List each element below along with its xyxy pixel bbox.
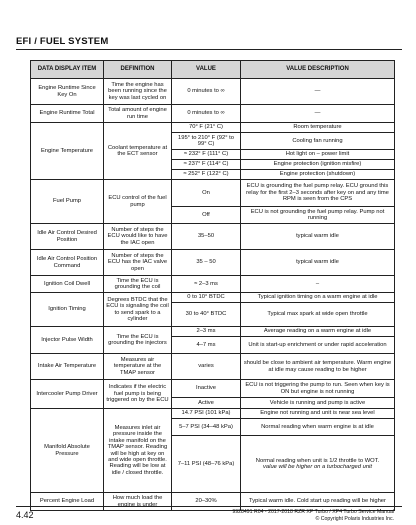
description-cell: ECU is grounding the fuel pump relay. ECU ground this relay for the first 2–3 seconds after key on and any time RPM is seen from the CPS: [241, 180, 395, 207]
description-cell: Engine protection (shutdown): [241, 170, 395, 180]
description-cell: Average reading on a warm engine at idle: [241, 327, 395, 337]
table-row: [31, 327, 395, 337]
definition-cell: Time the ECU is grounding the coil: [104, 276, 172, 293]
value-cell: 7–11 PSI (48–76 kPa): [172, 436, 241, 493]
description-cell: typical warm idle: [241, 224, 395, 250]
item-cell: Fuel Pump: [31, 180, 104, 224]
definition-cell: How much load the engine is under: [104, 493, 172, 511]
value-cell: 2–3 ms: [172, 327, 241, 337]
value-cell: ≈ 237° F (114° C): [172, 160, 241, 170]
description-cell: Vehicle is running and pump is active: [241, 398, 395, 409]
description-note: value will be higher on a turbocharged unit: [263, 464, 372, 470]
value-cell: Inactive: [172, 380, 241, 398]
value-cell: 30 to 40° BTDC: [172, 303, 241, 327]
diagnostic-data-table: [30, 60, 395, 511]
item-cell: Ignition Coil Dwell: [31, 276, 104, 293]
item-cell: Engine Temperature: [31, 123, 104, 180]
footer-divider: [16, 506, 402, 507]
col-header-definition: DEFINITION: [104, 61, 172, 79]
description-cell: should be close to ambient air temperature. Warm engine at idle may cause reading to be higher: [241, 354, 395, 380]
table-row: [31, 224, 395, 250]
item-cell: Engine Runtime Since Key On: [31, 79, 104, 105]
description-cell: ECU is not grounding the fuel pump relay. Pump not running: [241, 207, 395, 224]
description-cell: Cooling fan running: [241, 133, 395, 150]
item-cell: Engine Runtime Total: [31, 105, 104, 123]
value-cell: 4–7 ms: [172, 337, 241, 354]
definition-cell: Indicates if the electric fuel pump is being triggered on by the ECU: [104, 380, 172, 409]
header-divider: [16, 49, 402, 50]
item-cell: Percent Engine Load: [31, 493, 104, 511]
value-cell: 0 minutes to ∞: [172, 79, 241, 105]
value-cell: 35 – 50: [172, 250, 241, 276]
section-title: EFI / FUEL SYSTEM: [16, 36, 109, 47]
definition-cell: Number of steps the ECU would like to have the IAC open: [104, 224, 172, 250]
table-row: [31, 354, 395, 380]
table-row: [31, 380, 395, 398]
description-cell: Engine not running and unit is near sea level: [241, 409, 395, 419]
definition-cell: Coolant temperature at the ECT sensor: [104, 123, 172, 180]
item-cell: Ignition Timing: [31, 293, 104, 327]
item-cell: Intercooler Pump Driver: [31, 380, 104, 409]
value-cell: 0 minutes to ∞: [172, 105, 241, 123]
value-cell: 14.7 PSI (101 kPa): [172, 409, 241, 419]
definition-cell: ECU control of the fuel pump: [104, 180, 172, 224]
description-cell: —: [241, 105, 395, 123]
table-row: [31, 493, 395, 511]
table-header-row: [31, 61, 395, 79]
description-cell: Engine protection (ignition misfire): [241, 160, 395, 170]
item-cell: Idle Air Control Position Command: [31, 250, 104, 276]
description-cell: typical warm idle: [241, 250, 395, 276]
description-cell: Typical max spark at wide open throttle: [241, 303, 395, 327]
item-cell: Manifold Absolute Pressure: [31, 409, 104, 493]
table-row: [31, 276, 395, 293]
definition-cell: Time the engine has been running since the key was last cycled on: [104, 79, 172, 105]
manual-title: 9928491 R04 - 2017-2018 RZR XP Turbo / XP4 Turbo Service Manual: [232, 509, 394, 515]
value-cell: 35–50: [172, 224, 241, 250]
definition-cell: Time the ECU is grounding the injectors: [104, 327, 172, 354]
description-cell: Unit is start-up enrichment or under rapid acceleration: [241, 337, 395, 354]
table-row: [31, 293, 395, 303]
value-cell: Active: [172, 398, 241, 409]
item-cell: Idle Air Control Desired Position: [31, 224, 104, 250]
value-cell: 20–30%: [172, 493, 241, 511]
description-cell: Hot light on – power limit: [241, 150, 395, 160]
value-cell: 195° to 210° F (92° to 99° C): [172, 133, 241, 150]
description-cell: Typical warm idle. Cold start up reading will be higher: [241, 493, 395, 511]
copyright-notice: © Copyright Polaris Industries Inc.: [315, 515, 394, 522]
footer-credits: [114, 509, 394, 522]
value-cell: Off: [172, 207, 241, 224]
description-cell: [241, 436, 395, 493]
col-header-item: DATA DISPLAY ITEM: [31, 61, 104, 79]
description-cell: Room temperature: [241, 123, 395, 133]
table-row: [31, 409, 395, 419]
table-row: [31, 250, 395, 276]
description-text: Normal reading when unit is 1/2 throttle to WOT.: [255, 457, 380, 464]
value-cell: ≈ 232° F (111° C): [172, 150, 241, 160]
description-cell: ECU is not triggering the pump to run. Seen when key is ON but engine is not running: [241, 380, 395, 398]
description-cell: –: [241, 276, 395, 293]
value-cell: 0 to 10° BTDC: [172, 293, 241, 303]
definition-cell: Total amount of engine run time: [104, 105, 172, 123]
col-header-value: VALUE: [172, 61, 241, 79]
table-row: [31, 79, 395, 105]
col-header-description: VALUE DESCRIPTION: [241, 61, 395, 79]
definition-cell: Degrees BTDC that the ECU is signaling the coil to send spark to a cylinder: [104, 293, 172, 327]
item-cell: Intake Air Temperature: [31, 354, 104, 380]
definition-cell: Measures air temperature at the TMAP sensor: [104, 354, 172, 380]
description-cell: —: [241, 79, 395, 105]
value-cell: 70° F (21° C): [172, 123, 241, 133]
page-number: 4.42: [16, 510, 34, 520]
value-cell: ≈ 2–3 ms: [172, 276, 241, 293]
value-cell: 5–7 PSI (34–48 kPa): [172, 419, 241, 436]
table-row: [31, 105, 395, 123]
definition-cell: Number of steps the ECU has the IAC valve open: [104, 250, 172, 276]
table-row: [31, 123, 395, 133]
value-cell: varies: [172, 354, 241, 380]
description-cell: Typical ignition timing on a warm engine at idle: [241, 293, 395, 303]
value-cell: On: [172, 180, 241, 207]
definition-cell: Measures inlet air pressure inside the intake manifold on the TMAP sensor. Reading will be high at key on and wide open throttle. Reading will be low at idle / closed throttle.: [104, 409, 172, 493]
description-cell: Normal reading when warm engine is at idle: [241, 419, 395, 436]
table-row: [31, 180, 395, 207]
item-cell: Injector Pulse Width: [31, 327, 104, 354]
value-cell: ≈ 252° F (122° C): [172, 170, 241, 180]
